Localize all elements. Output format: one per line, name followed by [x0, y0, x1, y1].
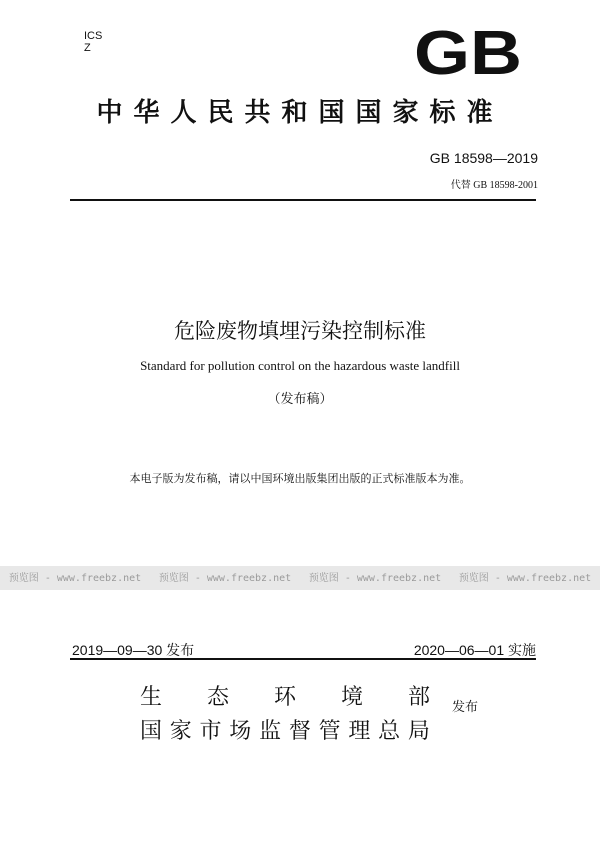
publish-date: 2019—09—30 发布: [72, 642, 195, 658]
gb-logo-text: GB: [414, 22, 522, 78]
publisher-char: 环: [273, 685, 296, 710]
title-chinese: 危险废物填埋污染控制标准: [174, 319, 426, 343]
gb-logo: [412, 22, 524, 78]
watermark-text: 预览图 - www.freebz.net: [158, 573, 292, 584]
replaces-note: 代替 GB 18598-2001: [450, 180, 538, 191]
publisher-char: 家: [169, 719, 192, 744]
publisher-char: 生: [140, 685, 163, 710]
bottom-divider: [70, 658, 536, 660]
ccs-label: Z: [84, 42, 91, 54]
publisher-char: 督: [288, 719, 311, 744]
publisher-char: 境: [340, 685, 363, 710]
edition-notice: 本电子版为发布稿，请以中国环境出版集团出版的正式标准版本为准。: [129, 472, 471, 485]
watermark-text: 预览图 - www.freebz.net: [458, 573, 592, 584]
watermark-text: 预览图 - www.freebz.net: [8, 573, 142, 584]
publisher-char: 国: [140, 719, 163, 744]
publisher-char: 局: [407, 719, 430, 744]
implement-date: 2020—06—01 实施: [413, 642, 536, 658]
publisher-administration: [140, 714, 430, 745]
publisher-char: 总: [378, 719, 401, 744]
country-title: 中华人民共和国国家标准: [96, 98, 504, 128]
top-divider: [70, 199, 536, 201]
title-english: Standard for pollution control on the hazardous waste landfill: [140, 358, 460, 373]
ics-label: ICS: [84, 30, 103, 42]
publisher-char: 态: [206, 685, 229, 710]
classification-codes: [84, 30, 102, 54]
publisher-char: 部: [407, 685, 430, 710]
publisher-ministry: [140, 680, 430, 711]
watermark-band: [0, 566, 600, 590]
publisher-char: 市: [199, 719, 222, 744]
draft-label: （发布稿）: [267, 392, 333, 407]
publisher-char: 场: [229, 719, 252, 744]
publish-verb: 发布: [452, 700, 479, 715]
watermark-text: 预览图 - www.freebz.net: [308, 573, 442, 584]
publisher-char: 管: [318, 719, 341, 744]
standard-number: GB 18598—2019: [429, 150, 538, 166]
publisher-char: 理: [348, 719, 371, 744]
publisher-char: 监: [259, 719, 282, 744]
